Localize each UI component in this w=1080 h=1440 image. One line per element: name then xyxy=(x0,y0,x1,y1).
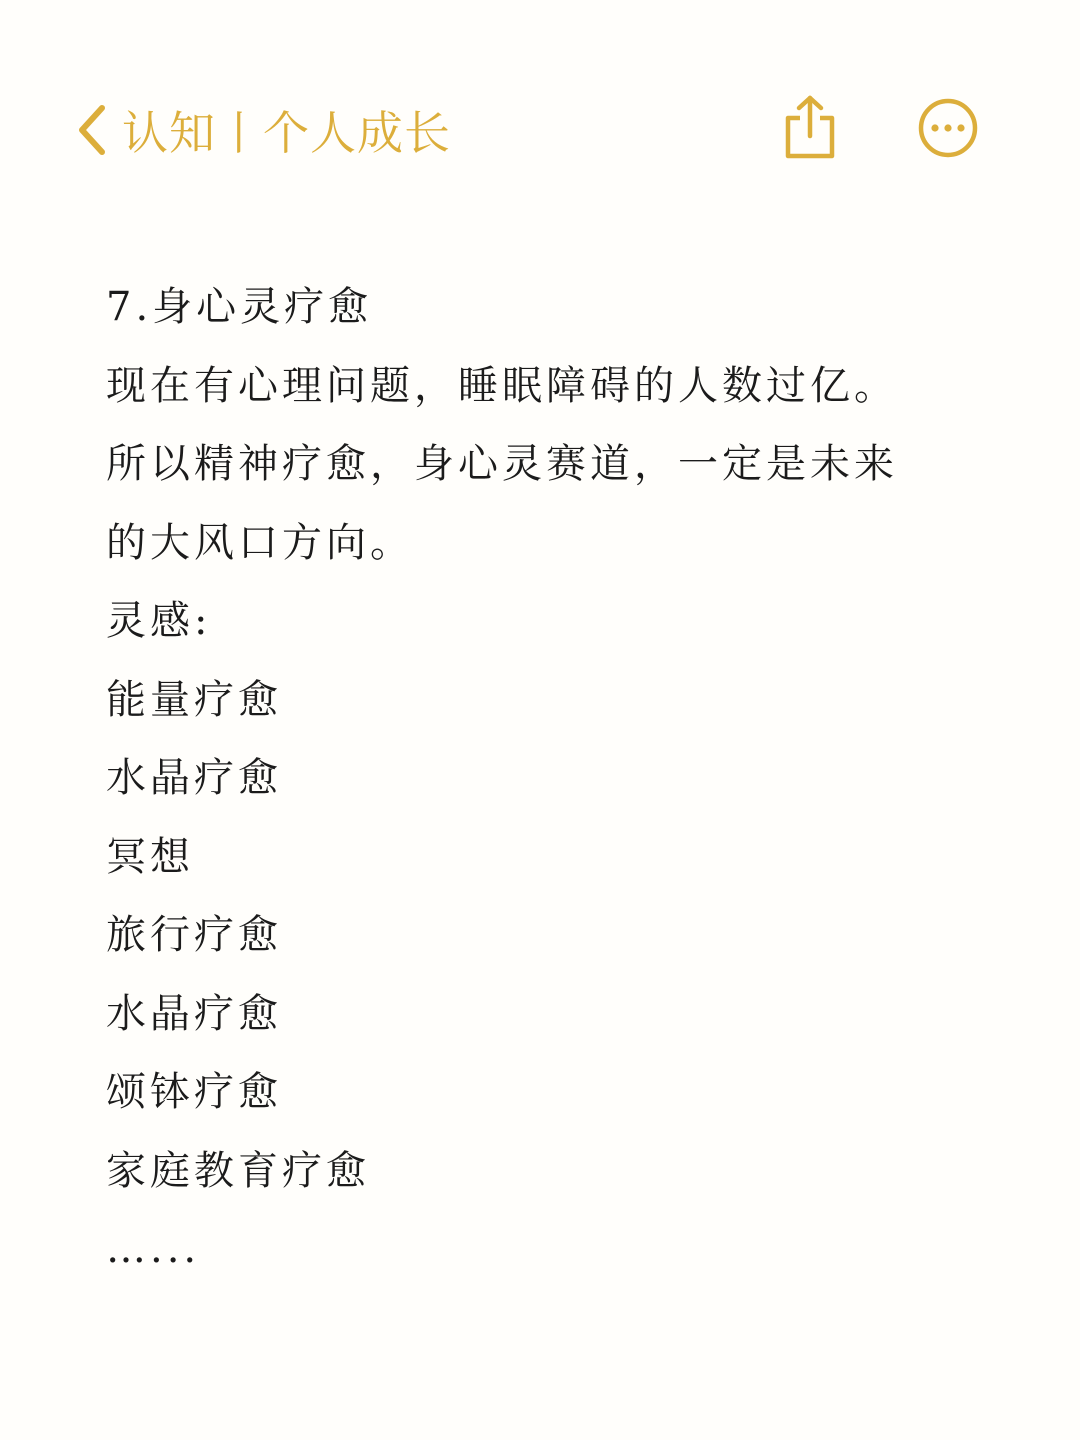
note-content[interactable] xyxy=(106,268,986,1289)
note-line: 所以精神疗愈，身心灵赛道，一定是未来 xyxy=(106,441,898,487)
back-button[interactable] xyxy=(72,88,451,172)
note-line: 灵感: xyxy=(106,598,212,644)
navigation-bar xyxy=(0,88,1080,172)
list-item: 能量疗愈 xyxy=(106,676,282,723)
share-icon xyxy=(780,145,840,164)
more-button[interactable] xyxy=(916,96,980,160)
list-item: 家庭教育疗愈 xyxy=(106,1147,370,1194)
list-item: 旅行疗愈 xyxy=(106,912,282,958)
list-item: 水晶疗愈 xyxy=(106,990,282,1037)
list-item: 冥想 xyxy=(106,833,194,880)
chevron-left-icon xyxy=(72,102,112,158)
folder-title: 认知丨个人成长 xyxy=(122,106,451,160)
share-button[interactable] xyxy=(780,94,840,160)
list-item: …... xyxy=(106,1226,201,1272)
note-heading: 7.身心灵疗愈 xyxy=(106,284,373,330)
ellipsis-circle-icon xyxy=(916,145,980,164)
list-item: 水晶疗愈 xyxy=(106,755,282,801)
list-item: 颂钵疗愈 xyxy=(106,1069,282,1115)
note-line: 的大风口方向。 xyxy=(106,519,414,566)
note-line: 现在有心理问题，睡眠障碍的人数过亿。 xyxy=(106,362,898,409)
